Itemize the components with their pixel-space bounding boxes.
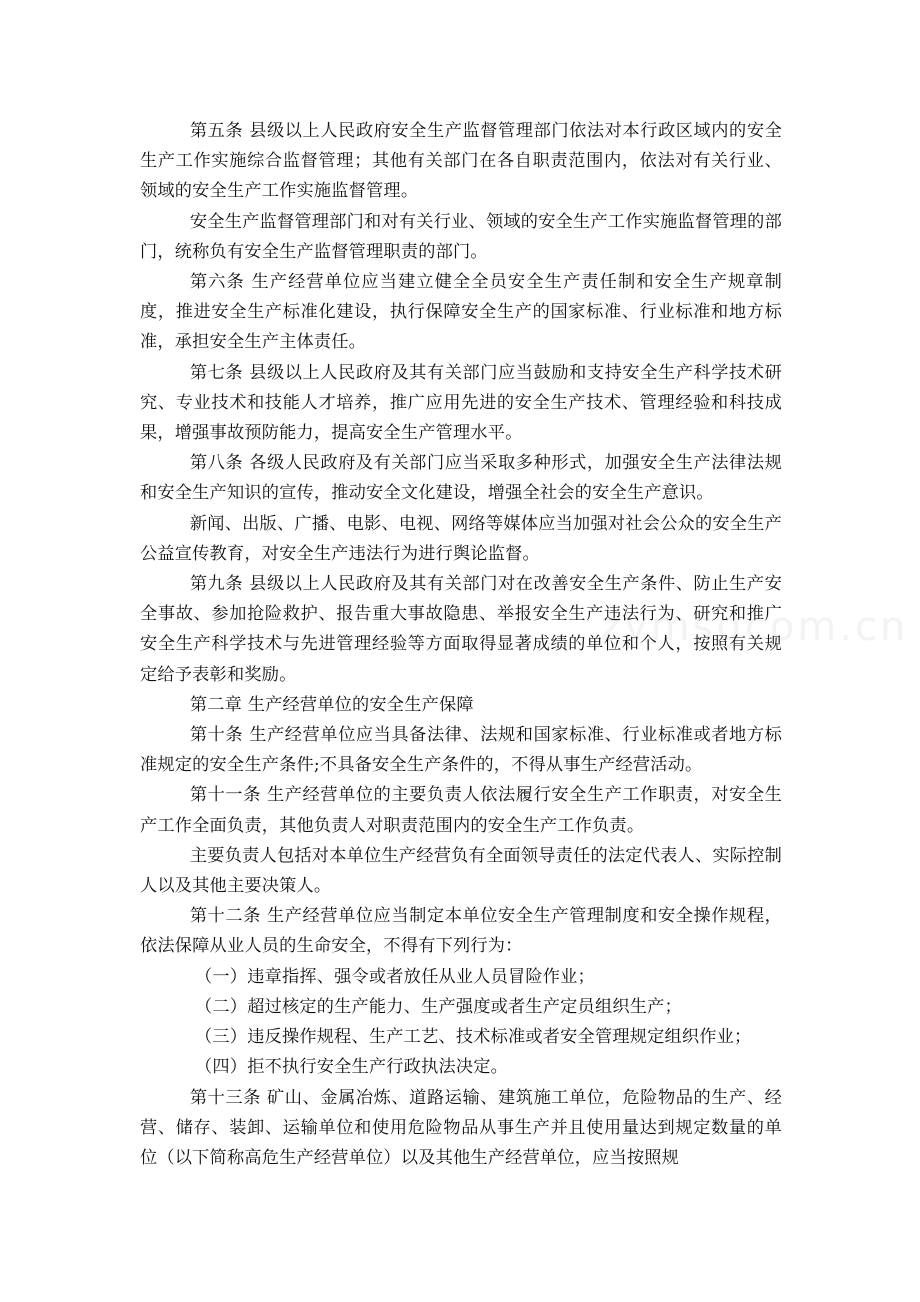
article-12-item-3: （三）违反操作规程、生产工艺、技术标准或者安全管理规定组织作业； xyxy=(195,1027,752,1048)
article-5-continuation-paragraph: 安全生产监督管理部门和对有关行业、领域的安全生产工作实施监督管理的部门，统称负有安全生产监督管理职责的部门。 xyxy=(140,211,782,262)
article-9-paragraph: 第九条 县级以上人民政府及其有关部门对在改善安全生产条件、防止生产安全事故、参加抢险救护、报告重大事故隐患、举报安全生产违法行为、研究和推广安全生产科学技术与先进管理经验等方面取得显著成绩的单位和个人，按照有关规定给予表彰和奖励。 xyxy=(140,574,782,685)
article-11-continuation-paragraph: 主要负责人包括对本单位生产经营负有全面领导责任的法定代表人、实际控制人以及其他主要决策人。 xyxy=(140,845,782,897)
chapter-2-heading: 第二章 生产经营单位的安全生产保障 xyxy=(189,694,474,715)
article-6-paragraph: 第六条 生产经营单位应当建立健全全员安全生产责任制和安全生产规章制度，推进安全生产标准化建设，执行保障安全生产的国家标准、行业标准和地方标准，承担安全生产主体责任。 xyxy=(140,272,782,353)
watermark: zymsgcom.cn xyxy=(600,604,909,650)
article-5-paragraph: 第五条 县级以上人民政府安全生产监督管理部门依法对本行政区域内的安全生产工作实施综合监督管理；其他有关部门在各自职责范围内，依法对有关行业、领域的安全生产工作实施监督管理。 xyxy=(140,121,782,202)
article-7-paragraph: 第七条 县级以上人民政府及其有关部门应当鼓励和支持安全生产科学技术研究、专业技术和技能人才培养，推广应用先进的安全生产技术、管理经验和科技成果，增强事故预防能力，提高安全生产管理水平。 xyxy=(140,362,782,444)
article-13-paragraph: 第十三条 矿山、金属冶炼、道路运输、建筑施工单位，危险物品的生产、经营、储存、装卸、运输单位和使用危险物品从事生产并且使用量达到规定数量的单位（以下简称高危生产经营单位）以及其他生产经营单位，应当按照规 xyxy=(140,1087,782,1168)
article-11-paragraph: 第十一条 生产经营单位的主要负责人依法履行安全生产工作职责，对安全生产工作全面负责，其他负责人对职责范围内的安全生产工作负责。 xyxy=(140,785,782,836)
article-8-continuation-paragraph: 新闻、出版、广播、电影、电视、网络等媒体应当加强对社会公众的安全生产公益宣传教育，对安全生产违法行为进行舆论监督。 xyxy=(140,513,782,564)
article-12-paragraph: 第十二条 生产经营单位应当制定本单位安全生产管理制度和安全操作规程，依法保障从业人员的生命安全，不得有下列行为： xyxy=(140,906,782,957)
article-10-paragraph: 第十条 生产经营单位应当具备法律、法规和国家标准、行业标准或者地方标准规定的安全生产条件;不具备安全生产条件的，不得从事生产经营活动。 xyxy=(140,725,782,776)
article-12-item-2: （二）超过核定的生产能力、生产强度或者生产定员组织生产； xyxy=(195,996,682,1017)
article-8-paragraph: 第八条 各级人民政府及有关部门应当采取多种形式，加强安全生产法律法规和安全生产知识的宣传，推动安全文化建设，增强全社会的安全生产意识。 xyxy=(140,453,782,504)
article-12-item-1: （一）违章指挥、强令或者放任从业人员冒险作业； xyxy=(195,966,595,987)
article-12-item-4: （四）拒不执行安全生产行政执法决定。 xyxy=(195,1057,509,1078)
